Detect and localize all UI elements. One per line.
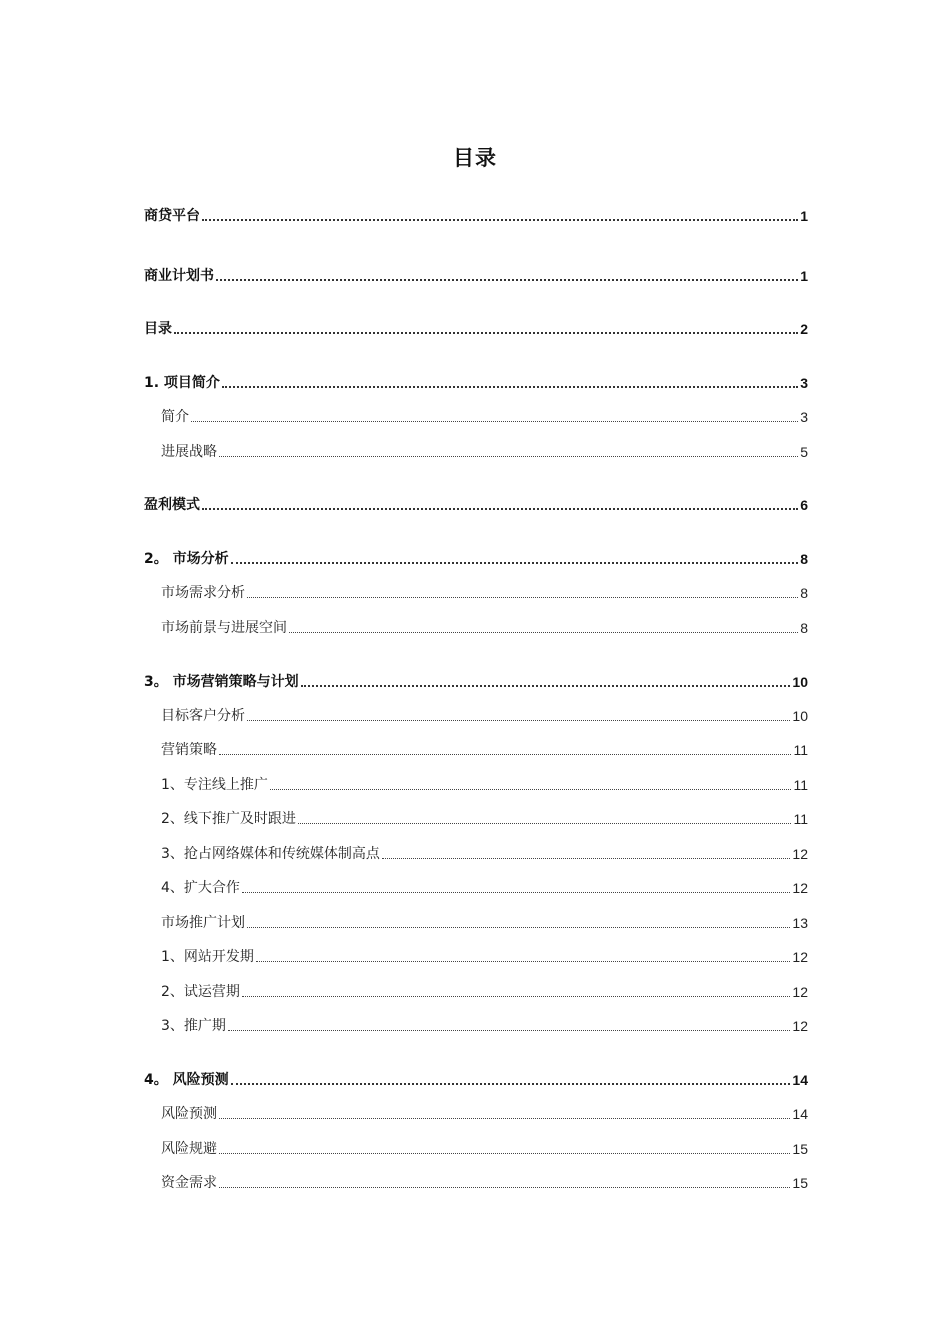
dot-leader bbox=[219, 1118, 790, 1119]
toc-entry-label: 4。 风险预测 bbox=[144, 1072, 229, 1088]
toc-entry-label: 进展战略 bbox=[161, 444, 217, 460]
toc-page-number: 11 bbox=[793, 811, 808, 827]
toc-page-number: 11 bbox=[793, 777, 808, 793]
toc-entry-label: 1、网站开发期 bbox=[161, 949, 254, 965]
toc-entry[interactable] bbox=[144, 671, 808, 693]
toc-page-number: 5 bbox=[800, 444, 808, 460]
toc-entry[interactable] bbox=[144, 494, 808, 516]
toc-entry-label: 营销策略 bbox=[161, 742, 217, 758]
toc-page-number: 15 bbox=[792, 1141, 808, 1157]
toc-page-number: 6 bbox=[800, 497, 808, 513]
dot-leader bbox=[202, 219, 798, 221]
dot-leader bbox=[247, 720, 790, 721]
toc-page-number: 14 bbox=[792, 1072, 808, 1088]
toc-entry-label: 简介 bbox=[161, 409, 189, 425]
toc-entry-label: 市场需求分析 bbox=[161, 585, 245, 601]
toc-entry-label: 市场推广计划 bbox=[161, 915, 245, 931]
toc-page-number: 12 bbox=[792, 846, 808, 862]
toc-entry[interactable] bbox=[161, 1103, 808, 1125]
dot-leader bbox=[216, 279, 798, 281]
toc-entry[interactable] bbox=[161, 705, 808, 727]
dot-leader bbox=[222, 386, 798, 388]
toc-entry-label: 目录 bbox=[144, 321, 172, 337]
toc-entry[interactable] bbox=[161, 946, 808, 968]
dot-leader bbox=[202, 508, 798, 510]
toc-entry-label: 3、推广期 bbox=[161, 1018, 226, 1034]
dot-leader bbox=[231, 1083, 791, 1085]
toc-entry[interactable] bbox=[161, 877, 808, 899]
toc-page-number: 8 bbox=[800, 585, 808, 601]
toc-page-number: 10 bbox=[792, 674, 808, 690]
dot-leader bbox=[270, 789, 792, 790]
page-title: 目录 bbox=[453, 146, 497, 170]
toc-entry[interactable] bbox=[161, 1172, 808, 1194]
toc-entry-label: 2、试运营期 bbox=[161, 984, 240, 1000]
toc-entry[interactable] bbox=[144, 318, 808, 340]
dot-leader bbox=[174, 332, 798, 334]
toc-entry[interactable] bbox=[161, 582, 808, 604]
toc-entry[interactable] bbox=[161, 1138, 808, 1160]
toc-entry[interactable] bbox=[144, 205, 808, 227]
toc-page-number: 12 bbox=[792, 1018, 808, 1034]
toc-entry-label: 2、线下推广及时跟进 bbox=[161, 811, 296, 827]
toc-page-number: 1 bbox=[800, 208, 808, 224]
toc-page-number: 12 bbox=[792, 880, 808, 896]
toc-entry-label: 盈利模式 bbox=[144, 497, 200, 513]
toc-entry[interactable] bbox=[144, 265, 808, 287]
toc-entry[interactable] bbox=[161, 406, 808, 428]
toc-entry-label: 风险预测 bbox=[161, 1106, 217, 1122]
dot-leader bbox=[219, 1187, 790, 1188]
toc-entry[interactable] bbox=[144, 548, 808, 570]
toc-entry[interactable] bbox=[161, 774, 808, 796]
toc-entry[interactable] bbox=[161, 843, 808, 865]
toc-entry[interactable] bbox=[161, 617, 808, 639]
toc-page-number: 8 bbox=[800, 551, 808, 567]
toc-page-number: 12 bbox=[792, 949, 808, 965]
toc-entry[interactable] bbox=[161, 441, 808, 463]
toc-page-number: 11 bbox=[793, 742, 808, 758]
dot-leader bbox=[256, 961, 791, 962]
toc-entry[interactable] bbox=[144, 1069, 808, 1091]
dot-leader bbox=[228, 1030, 791, 1031]
toc-entry[interactable] bbox=[161, 808, 808, 830]
toc-entry[interactable] bbox=[144, 372, 808, 394]
dot-leader bbox=[382, 858, 791, 859]
dot-leader bbox=[247, 927, 790, 928]
toc-entry[interactable] bbox=[161, 1015, 808, 1037]
toc-entry-label: 4、扩大合作 bbox=[161, 880, 240, 896]
toc-entry-label: 3、抢占网络媒体和传统媒体制高点 bbox=[161, 846, 380, 862]
dot-leader bbox=[191, 421, 798, 422]
dot-leader bbox=[247, 597, 798, 598]
toc-entry[interactable] bbox=[161, 739, 808, 761]
toc-entry-label: 1、专注线上推广 bbox=[161, 777, 268, 793]
toc-entry-label: 2。 市场分析 bbox=[144, 551, 229, 567]
toc-entry-label: 市场前景与进展空间 bbox=[161, 620, 287, 636]
toc-entry-label: 商业计划书 bbox=[144, 268, 214, 284]
toc-page-number: 3 bbox=[800, 409, 808, 425]
toc-page-number: 8 bbox=[800, 620, 808, 636]
dot-leader bbox=[219, 456, 798, 457]
dot-leader bbox=[219, 754, 791, 755]
dot-leader bbox=[298, 823, 792, 824]
toc-entry[interactable] bbox=[161, 981, 808, 1003]
toc-page-number: 15 bbox=[792, 1175, 808, 1191]
dot-leader bbox=[242, 996, 791, 997]
toc-page-number: 14 bbox=[792, 1106, 808, 1122]
dot-leader bbox=[219, 1153, 790, 1154]
toc-page-number: 13 bbox=[792, 915, 808, 931]
toc-page-number: 10 bbox=[792, 708, 808, 724]
dot-leader bbox=[231, 562, 799, 564]
dot-leader bbox=[301, 685, 791, 687]
toc-entry-label: 资金需求 bbox=[161, 1175, 217, 1191]
toc-page-number: 12 bbox=[792, 984, 808, 1000]
toc-entry-label: 商贷平台 bbox=[144, 208, 200, 224]
toc-entry-label: 3。 市场营销策略与计划 bbox=[144, 674, 299, 690]
dot-leader bbox=[242, 892, 791, 893]
toc-entry[interactable] bbox=[161, 912, 808, 934]
toc-entry-label: 目标客户分析 bbox=[161, 708, 245, 724]
dot-leader bbox=[289, 632, 798, 633]
toc-page-number: 2 bbox=[800, 321, 808, 337]
toc-entry-label: 1. 项目简介 bbox=[144, 375, 220, 391]
toc-page-number: 1 bbox=[800, 268, 808, 284]
toc-page-number: 3 bbox=[800, 375, 808, 391]
toc-entry-label: 风险规避 bbox=[161, 1141, 217, 1157]
